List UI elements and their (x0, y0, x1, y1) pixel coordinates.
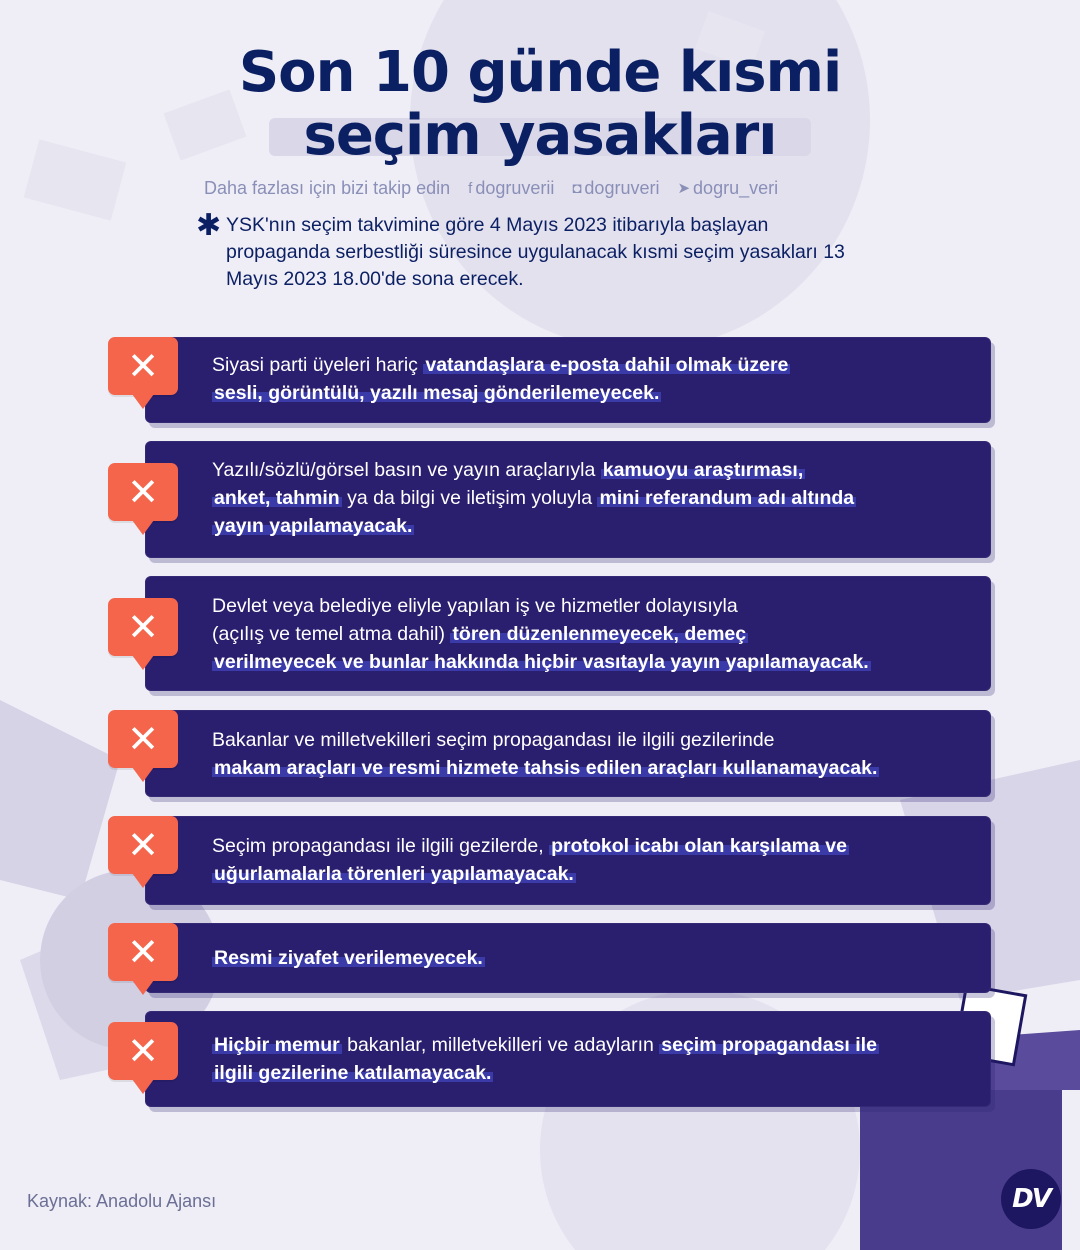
x-icon: ✕ (127, 605, 159, 649)
ban-3-bold-b: verilmeyecek ve bunlar hakkında hiçbir vasıtayla yayın yapılamayacak. (214, 651, 869, 673)
ban-badge-6 (108, 923, 178, 981)
x-icon: ✕ (127, 1029, 159, 1073)
follow-text: Daha fazlası için bizi takip edin (204, 177, 451, 198)
twitter-icon: ➤ (677, 180, 691, 197)
ban-badge-1 (108, 337, 178, 395)
ban-2-bold-d: yayın yapılamayacak. (214, 515, 413, 537)
social-bar (204, 176, 778, 200)
twitter-link[interactable] (677, 178, 778, 199)
ban-7-bold-c: ilgili gezilerine katılamayacak. (214, 1062, 492, 1084)
ban-card-7 (145, 1011, 991, 1107)
facebook-link[interactable] (468, 178, 554, 199)
ban-3-plain-a: Devlet veya belediye eliyle yapılan iş ve hizmetler dolayısıyla (212, 595, 738, 617)
ban-5-plain: Seçim propagandası ile ilgili gezilerde, (212, 835, 550, 857)
ban-badge-3 (108, 598, 178, 656)
ban-2-bold-b: anket, tahmin (214, 487, 340, 509)
ban-card-2 (145, 441, 991, 558)
ban-7-bold-b: seçim propagandası ile (661, 1034, 877, 1056)
x-icon: ✕ (127, 823, 159, 867)
facebook-icon: f (468, 179, 473, 197)
ban-2-bold-c: mini referandum adı altında (599, 487, 855, 509)
page-title-line-1: Son 10 günde kısmi (238, 40, 842, 105)
ban-1-bold-b: sesli, görüntülü, yazılı mesaj gönderilemeyecek. (214, 382, 660, 404)
x-icon: ✕ (127, 717, 159, 761)
ban-5-bold-b: uğurlamalarla törenleri yapılamayacak. (214, 863, 574, 885)
x-icon: ✕ (127, 930, 159, 974)
ban-2-bold-a: kamuoyu araştırması, (602, 459, 804, 481)
ban-7-plain: bakanlar, milletvekilleri ve adayların (341, 1034, 660, 1056)
instagram-icon: ◘ (572, 179, 582, 197)
ban-badge-7 (108, 1022, 178, 1080)
ban-5-bold-a: protokol icabı olan karşılama ve (551, 835, 847, 857)
page-title-line-2: seçim yasakları (269, 104, 810, 168)
ban-text-2 (212, 456, 961, 540)
ban-1-plain: Siyasi parti üyeleri hariç (212, 354, 424, 376)
ban-card-1 (145, 337, 991, 423)
ban-text-1 (212, 351, 961, 407)
ban-text-7 (212, 1031, 961, 1087)
page-title-line-2-wrap (0, 104, 1080, 168)
ban-1-bold-a: vatandaşlara e-posta dahil olmak üzere (425, 354, 789, 376)
ban-4-bold: makam araçları ve resmi hizmete tahsis edilen araçları kullanamayacak. (214, 757, 878, 779)
ban-text-5 (212, 832, 961, 888)
intro-text: YSK'nın seçim takvimine göre 4 Mayıs 2023 itibarıyla başlayan propaganda serbestliği süresince uygulanacak kısmi seçim yasakları 13 Mayıs 2023 18.00'de sona erecek. (226, 214, 845, 290)
ban-text-3 (212, 592, 961, 676)
asterisk-icon: ✱ (196, 209, 222, 242)
dv-logo: DV (1001, 1169, 1061, 1229)
ban-text-6 (212, 944, 961, 972)
ban-3-plain-b: (açılış ve temel atma dahil) (212, 623, 451, 645)
ban-card-4 (145, 710, 991, 797)
ban-2-plain-a: Yazılı/sözlü/görsel basın ve yayın araçlarıyla (212, 459, 601, 481)
x-icon: ✕ (127, 344, 159, 388)
ban-badge-4 (108, 710, 178, 768)
ban-2-plain-b: ya da bilgi ve iletişim yoluyla (341, 487, 598, 509)
ban-6-bold: Resmi ziyafet verilemeyecek. (214, 947, 483, 969)
ban-text-4 (212, 726, 961, 782)
intro-note (196, 209, 856, 293)
source-credit: Kaynak: Anadolu Ajansı (27, 1191, 217, 1211)
facebook-handle: dogruverii (475, 177, 555, 198)
instagram-handle: dogruveri (584, 177, 660, 198)
ban-card-6 (145, 923, 991, 993)
instagram-link[interactable] (572, 178, 659, 199)
ban-card-3 (145, 576, 991, 691)
ban-3-bold-a: tören düzenlenmeyecek, demeç (452, 623, 747, 645)
twitter-handle: dogru_veri (693, 177, 779, 198)
ban-badge-2 (108, 463, 178, 521)
ban-badge-5 (108, 816, 178, 874)
ban-7-bold-a: Hiçbir memur (214, 1034, 340, 1056)
ban-4-plain: Bakanlar ve milletvekilleri seçim propagandası ile ilgili gezilerinde (212, 729, 775, 751)
x-icon: ✕ (127, 470, 159, 514)
ban-card-5 (145, 816, 991, 905)
